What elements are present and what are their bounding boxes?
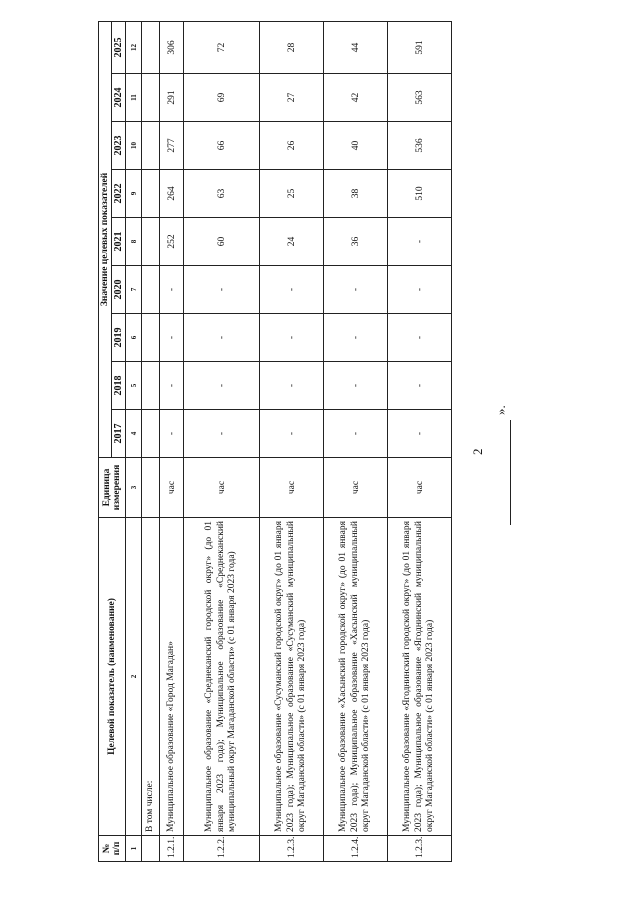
empty-cell [142, 836, 160, 862]
row-value: 66 [184, 122, 260, 170]
column-number: 10 [126, 122, 142, 170]
rotated-content [0, 15, 640, 895]
row-value: - [260, 410, 324, 458]
row-value: - [260, 362, 324, 410]
column-number: 7 [126, 266, 142, 314]
row-value: 591 [388, 21, 452, 73]
empty-cell [142, 218, 160, 266]
row-value: - [260, 314, 324, 362]
row-name: Муниципальное образование «Сусуманский городской округ» (до 01 января 2023 года); Муниципальное образование «Сусуманский муниципальный округ Магаданской области» (с 01 января 2023 года) [260, 518, 324, 836]
row-value: - [184, 362, 260, 410]
row-unit: час [184, 458, 260, 518]
header-num: № п/п [99, 836, 126, 862]
closing-mark: ». [493, 405, 508, 415]
page-number: 2 [470, 448, 485, 455]
row-value: - [388, 314, 452, 362]
header-row-1 [99, 21, 112, 861]
row-value: - [160, 314, 184, 362]
row-value: - [324, 314, 388, 362]
subheading-row [142, 21, 160, 861]
row-value: 40 [324, 122, 388, 170]
row-value: 25 [260, 170, 324, 218]
row-num: 1.2.1. [160, 836, 184, 862]
row-value: - [184, 266, 260, 314]
empty-cell [142, 458, 160, 518]
row-value: - [324, 362, 388, 410]
header-year: 2024 [112, 74, 126, 122]
header-indicator: Целевой показатель (наименование) [99, 518, 126, 836]
row-value: 26 [260, 122, 324, 170]
row-value: 44 [324, 21, 388, 73]
table-row [388, 21, 452, 861]
column-number: 3 [126, 458, 142, 518]
row-value: - [160, 410, 184, 458]
subheading: В том числе: [142, 518, 160, 836]
empty-cell [142, 266, 160, 314]
empty-cell [142, 21, 160, 73]
column-number: 5 [126, 362, 142, 410]
header-year: 2025 [112, 21, 126, 73]
row-name: Муниципальное образование «Город Магадан» [160, 518, 184, 836]
column-number: 2 [126, 518, 142, 836]
row-value: - [184, 410, 260, 458]
header-year: 2017 [112, 410, 126, 458]
row-name: Муниципальное образование «Хасынский городской округ» (до 01 января 2023 года); Муниципальное образование «Хасынский муниципальный округ Магаданской области» (с 01 января 2023 года) [324, 518, 388, 836]
row-value: - [184, 314, 260, 362]
empty-cell [142, 362, 160, 410]
table-row [260, 21, 324, 861]
column-number: 6 [126, 314, 142, 362]
row-name: Муниципальное образование «Ягоднинский городской округ» (до 01 января 2023 года); Муниципальное образование «Ягоднинский муниципальный округ Магаданской области» (с 01 января 2023 года) [388, 518, 452, 836]
row-value: - [160, 266, 184, 314]
column-number-row [126, 21, 142, 861]
row-unit: час [388, 458, 452, 518]
header-year: 2020 [112, 266, 126, 314]
row-value: 277 [160, 122, 184, 170]
column-number: 1 [126, 836, 142, 862]
header-year: 2018 [112, 362, 126, 410]
table-row [324, 21, 388, 861]
row-value: 69 [184, 74, 260, 122]
row-value: 563 [388, 74, 452, 122]
row-unit: час [260, 458, 324, 518]
column-number: 11 [126, 74, 142, 122]
header-year: 2023 [112, 122, 126, 170]
row-value: 42 [324, 74, 388, 122]
row-unit: час [160, 458, 184, 518]
indicators-table [98, 21, 452, 862]
row-value: 536 [388, 122, 452, 170]
empty-cell [142, 170, 160, 218]
row-value: 72 [184, 21, 260, 73]
row-num: 1.2.4. [324, 836, 388, 862]
row-value: - [260, 266, 324, 314]
row-unit: час [324, 458, 388, 518]
row-value: 63 [184, 170, 260, 218]
row-value: 510 [388, 170, 452, 218]
column-number: 4 [126, 410, 142, 458]
row-value: 291 [160, 74, 184, 122]
row-value: 306 [160, 21, 184, 73]
row-value: - [388, 218, 452, 266]
row-value: - [388, 410, 452, 458]
header-unit: Единица измерения [99, 458, 126, 518]
row-value: - [160, 362, 184, 410]
closing-line [510, 420, 511, 525]
row-value: 252 [160, 218, 184, 266]
row-num: 1.2.3. [260, 836, 324, 862]
empty-cell [142, 410, 160, 458]
row-value: 38 [324, 170, 388, 218]
empty-cell [142, 122, 160, 170]
empty-cell [142, 74, 160, 122]
table-row [184, 21, 260, 861]
header-year: 2021 [112, 218, 126, 266]
row-value: 264 [160, 170, 184, 218]
row-value: 28 [260, 21, 324, 73]
row-value: 36 [324, 218, 388, 266]
column-number: 8 [126, 218, 142, 266]
column-number: 12 [126, 21, 142, 73]
row-value: 24 [260, 218, 324, 266]
header-values-group: Значение целевых показателей [99, 21, 112, 457]
table-row [160, 21, 184, 861]
row-value: 27 [260, 74, 324, 122]
row-name: Муниципальное образование «Среднеканский городской округ» (до 01 января 2023 года); Муниципальное образование «Среднеканский муниципальный округ Магаданской области» (с 01 января 2023 года) [184, 518, 260, 836]
row-num: 1.2.3. [388, 836, 452, 862]
header-year: 2022 [112, 170, 126, 218]
row-value: 60 [184, 218, 260, 266]
column-number: 9 [126, 170, 142, 218]
row-num: 1.2.2. [184, 836, 260, 862]
row-value: - [388, 266, 452, 314]
row-value: - [324, 410, 388, 458]
row-value: - [388, 362, 452, 410]
row-value: - [324, 266, 388, 314]
header-year: 2019 [112, 314, 126, 362]
empty-cell [142, 314, 160, 362]
